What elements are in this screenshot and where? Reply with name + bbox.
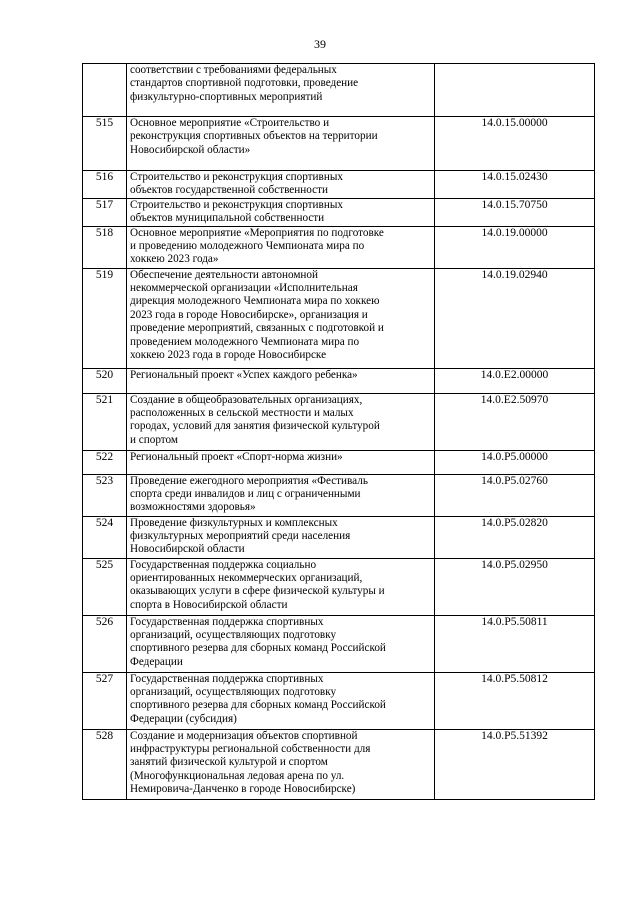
row-name-cell <box>127 615 435 672</box>
table-row <box>83 268 595 368</box>
table-row <box>83 368 595 393</box>
row-name-cell <box>127 226 435 268</box>
row-name-line: объектов муниципальной собственности <box>130 212 325 225</box>
table-body <box>83 64 595 800</box>
row-name-line: некоммерческой организации «Исполнительная <box>130 282 358 295</box>
row-code-cell: 14.0.E2.50970 <box>435 393 595 450</box>
row-code-cell <box>435 64 595 117</box>
budget-classification-table <box>82 63 595 800</box>
row-name-line: Новосибирской области <box>130 543 245 556</box>
row-name-cell <box>127 198 435 226</box>
row-name-line: (Многофункциональная ледовая арена по ул. <box>130 769 345 782</box>
row-name-cell <box>127 450 435 474</box>
row-name-line: Федерации <box>130 655 183 668</box>
row-number-cell: 525 <box>83 558 127 615</box>
row-name-cell <box>127 729 435 799</box>
row-name-line: и проведению молодежного Чемпионата мира по <box>130 240 365 253</box>
row-name-cell <box>127 516 435 558</box>
row-number-cell: 523 <box>83 474 127 516</box>
row-code-cell: 14.0.P5.02950 <box>435 558 595 615</box>
row-name-line: Строительство и реконструкция спортивных <box>130 198 343 211</box>
row-name-cell <box>127 393 435 450</box>
row-name-cell <box>127 64 435 117</box>
table-row <box>83 672 595 729</box>
row-name-line: хоккею 2023 года» <box>130 253 219 266</box>
row-name-line: городах, условий для занятия физической культурой <box>130 420 380 433</box>
row-code-cell: 14.0.19.00000 <box>435 226 595 268</box>
row-name-line: Новосибирской области» <box>130 143 251 156</box>
row-number-cell: 522 <box>83 450 127 474</box>
row-number-cell: 519 <box>83 268 127 368</box>
row-name-line: реконструкция спортивных объектов на территории <box>130 130 378 143</box>
row-name-line: спорта среди инвалидов и лиц с ограниченными <box>130 488 361 501</box>
row-name-cell <box>127 474 435 516</box>
table-row <box>83 558 595 615</box>
row-number-cell: 516 <box>83 171 127 199</box>
row-name-line: и спортом <box>130 433 178 446</box>
row-name-line: Региональный проект «Успех каждого ребенка» <box>130 368 358 381</box>
row-number-cell: 518 <box>83 226 127 268</box>
row-name-line: организаций, осуществляющих подготовку <box>130 629 337 642</box>
row-name-line: инфраструктуры региональной собственности для <box>130 743 371 756</box>
row-name-cell <box>127 268 435 368</box>
row-name-line: спортивного резерва для сборных команд Российской <box>130 642 386 655</box>
row-name-line: проведение мероприятий, связанных с подготовкой и <box>130 322 384 335</box>
row-code-cell: 14.0.15.00000 <box>435 117 595 171</box>
row-name-line: физкультурных мероприятий среди населения <box>130 530 351 543</box>
row-name-line: проведением молодежного Чемпионата мира по <box>130 335 360 348</box>
row-code-cell: 14.0.P5.02820 <box>435 516 595 558</box>
row-number-cell <box>83 64 127 117</box>
row-name-line: физкультурно-спортивных мероприятий <box>130 90 323 103</box>
row-number-cell: 527 <box>83 672 127 729</box>
row-name-line: Создание в общеобразовательных организациях, <box>130 393 363 406</box>
row-number-cell: 515 <box>83 117 127 171</box>
row-name-line: Проведение ежегодного мероприятия «Фестиваль <box>130 474 368 487</box>
row-name-line: соответствии с требованиями федеральных <box>130 64 337 76</box>
table-row <box>83 450 595 474</box>
row-name-line: Федерации (субсидия) <box>130 712 237 725</box>
row-code-cell: 14.0.15.02430 <box>435 171 595 199</box>
row-name-line: Основное мероприятие «Строительство и <box>130 117 330 129</box>
row-code-cell: 14.0.19.02940 <box>435 268 595 368</box>
row-name-line: Строительство и реконструкция спортивных <box>130 171 343 183</box>
row-name-line: Государственная поддержка социально <box>130 558 317 571</box>
row-name-line: оказывающих услуги в сфере физической культуры и <box>130 585 385 598</box>
table-row <box>83 226 595 268</box>
row-number-cell: 528 <box>83 729 127 799</box>
row-number-cell: 517 <box>83 198 127 226</box>
table-row <box>83 117 595 171</box>
table-row <box>83 729 595 799</box>
table-row <box>83 615 595 672</box>
row-name-line: Обеспечение деятельности автономной <box>130 268 318 281</box>
row-name-line: Проведение физкультурных и комплексных <box>130 516 338 529</box>
row-name-line: спорта в Новосибирской области <box>130 598 288 611</box>
row-name-line: 2023 года в городе Новосибирске», организация и <box>130 308 368 321</box>
row-name-line: Немировича-Данченко в городе Новосибирске) <box>130 783 356 796</box>
row-name-cell <box>127 171 435 199</box>
row-code-cell: 14.0.P5.50812 <box>435 672 595 729</box>
row-code-cell: 14.0.P5.00000 <box>435 450 595 474</box>
row-code-cell: 14.0.E2.00000 <box>435 368 595 393</box>
row-name-line: Создание и модернизация объектов спортивной <box>130 729 358 742</box>
row-number-cell: 526 <box>83 615 127 672</box>
row-name-line: расположенных в сельской местности и малых <box>130 407 354 420</box>
row-name-line: спортивного резерва для сборных команд Российской <box>130 699 386 712</box>
row-name-line: Государственная поддержка спортивных <box>130 615 324 628</box>
table-row <box>83 64 595 117</box>
table-row <box>83 516 595 558</box>
row-code-cell: 14.0.P5.51392 <box>435 729 595 799</box>
row-name-line: Государственная поддержка спортивных <box>130 672 324 685</box>
row-name-cell <box>127 368 435 393</box>
row-number-cell: 524 <box>83 516 127 558</box>
table-row <box>83 474 595 516</box>
row-name-line: хоккею 2023 года в городе Новосибирске <box>130 349 327 362</box>
row-name-cell <box>127 672 435 729</box>
table-row <box>83 171 595 199</box>
row-name-line: Региональный проект «Спорт-норма жизни» <box>130 450 343 463</box>
row-number-cell: 521 <box>83 393 127 450</box>
page-number: 39 <box>314 37 326 51</box>
row-name-line: объектов государственной собственности <box>130 184 328 197</box>
row-code-cell: 14.0.P5.50811 <box>435 615 595 672</box>
table-row <box>83 393 595 450</box>
row-name-line: Основное мероприятие «Мероприятия по подготовке <box>130 226 384 239</box>
row-name-line: дирекция молодежного Чемпионата мира по хоккею <box>130 295 380 308</box>
row-code-cell: 14.0.15.70750 <box>435 198 595 226</box>
row-number-cell: 520 <box>83 368 127 393</box>
row-name-line: занятий физической культурой и спортом <box>130 756 328 769</box>
row-name-cell <box>127 558 435 615</box>
row-name-line: организаций, осуществляющих подготовку <box>130 686 337 699</box>
row-name-cell <box>127 117 435 171</box>
row-code-cell: 14.0.P5.02760 <box>435 474 595 516</box>
row-name-line: возможностями здоровья» <box>130 501 256 514</box>
row-name-line: ориентированных некоммерческих организаций, <box>130 572 363 585</box>
table-row <box>83 198 595 226</box>
row-name-line: стандартов спортивной подготовки, проведение <box>130 77 359 90</box>
